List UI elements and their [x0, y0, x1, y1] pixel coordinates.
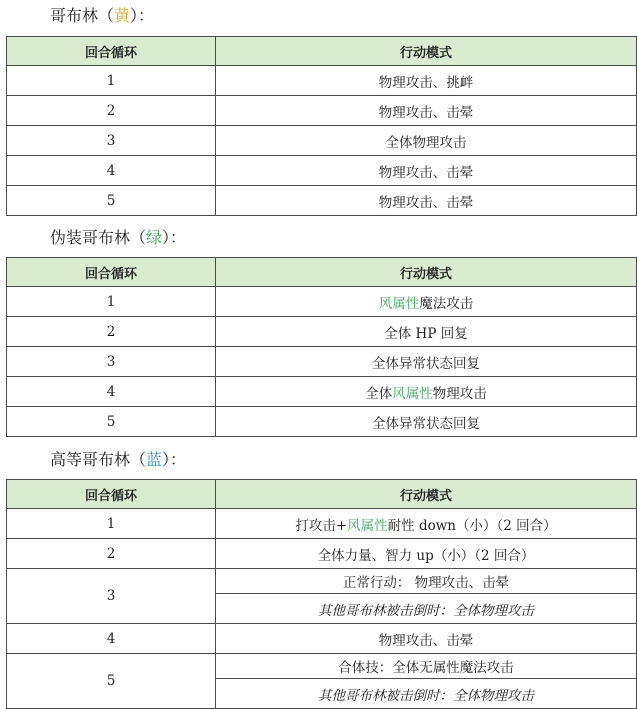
header-round-cycle: 回合循环 — [7, 480, 216, 509]
table-row — [7, 96, 637, 126]
action-cell — [216, 624, 637, 654]
table-row — [7, 377, 637, 407]
action-text: 耐性 down（小）（2 回合） — [387, 517, 557, 534]
section-title-goblin-blue: 高等哥布林（蓝）： — [50, 450, 187, 469]
section-title-goblin-green: 伪装哥布林（绿）： — [50, 228, 187, 247]
action-text: 物理攻击、击晕 — [378, 194, 474, 211]
action-text: 物理攻击、挑衅 — [378, 74, 474, 91]
action-cell-alt: 其他哥布林被击倒时：全体物理攻击 — [216, 594, 637, 624]
round-cell: 1 — [7, 509, 216, 539]
round-cell: 5 — [7, 407, 216, 437]
round-cell: 4 — [7, 156, 216, 186]
round-cell: 3 — [7, 126, 216, 156]
action-cell — [216, 156, 637, 186]
action-cell — [216, 569, 637, 594]
table-row — [7, 126, 637, 156]
round-cell: 1 — [7, 287, 216, 317]
table-row — [7, 317, 637, 347]
action-text: 全体异常状态回复 — [372, 415, 480, 432]
action-cell — [216, 347, 637, 377]
round-cell: 3 — [7, 569, 216, 624]
table-row — [7, 509, 637, 539]
round-cell: 1 — [7, 66, 216, 96]
action-text: 全体 HP 回复 — [384, 325, 468, 342]
round-cell: 2 — [7, 539, 216, 569]
action-text: 打攻击+ — [295, 517, 348, 534]
action-text: 全体力量、智力 up（小）（2 回合） — [317, 547, 535, 564]
action-cell — [216, 509, 637, 539]
header-action-mode: 行动模式 — [216, 258, 637, 287]
action-text: 物理攻击、击晕 — [378, 164, 474, 181]
round-cell: 2 — [7, 96, 216, 126]
action-text: 物理攻击、击晕 — [378, 104, 474, 121]
table-row — [7, 66, 637, 96]
title-color-word: 黄 — [114, 6, 131, 25]
action-cell — [216, 407, 637, 437]
action-cell-alt: 其他哥布林被击倒时：全体物理攻击 — [216, 679, 637, 709]
round-cell: 5 — [7, 186, 216, 216]
table-row — [7, 654, 637, 679]
table-row — [7, 186, 637, 216]
action-cell — [216, 317, 637, 347]
table-goblin-blue — [6, 479, 637, 709]
header-round-cycle: 回合循环 — [7, 258, 216, 287]
table-row — [7, 624, 637, 654]
table-header-row — [7, 258, 637, 287]
section-title-goblin-yellow: 哥布林（黄）： — [50, 6, 155, 25]
action-cell — [216, 654, 637, 679]
wind-attribute-text: 风属性 — [392, 385, 433, 402]
table-row — [7, 407, 637, 437]
action-cell — [216, 126, 637, 156]
action-text: 合体技：全体无属性魔法攻击 — [338, 660, 514, 676]
header-action-mode: 行动模式 — [216, 37, 637, 66]
action-text: 全体 — [365, 385, 393, 402]
action-text: 物理攻击、击晕 — [378, 632, 474, 649]
table-row — [7, 569, 637, 594]
table-goblin-green — [6, 257, 637, 437]
table-header-row — [7, 37, 637, 66]
action-cell — [216, 96, 637, 126]
table-row — [7, 539, 637, 569]
action-text: 物理攻击 — [432, 385, 487, 402]
action-text: 正常行动： 物理攻击、击晕 — [342, 575, 510, 591]
round-cell: 3 — [7, 347, 216, 377]
table-row — [7, 156, 637, 186]
header-round-cycle: 回合循环 — [7, 37, 216, 66]
action-cell — [216, 66, 637, 96]
action-text: 魔法攻击 — [419, 295, 474, 312]
action-text: 全体物理攻击 — [385, 134, 467, 151]
table-row — [7, 287, 637, 317]
action-cell — [216, 539, 637, 569]
table-goblin-yellow — [6, 36, 637, 216]
round-cell: 4 — [7, 377, 216, 407]
table-header-row — [7, 480, 637, 509]
round-cell: 2 — [7, 317, 216, 347]
action-cell — [216, 377, 637, 407]
header-action-mode: 行动模式 — [216, 480, 637, 509]
round-cell: 5 — [7, 654, 216, 709]
table-row — [7, 347, 637, 377]
action-text: 全体异常状态回复 — [372, 355, 480, 372]
wind-attribute-text: 风属性 — [378, 295, 420, 312]
title-color-word: 绿 — [146, 228, 163, 247]
title-color-word: 蓝 — [146, 450, 163, 469]
wind-attribute-text: 风属性 — [347, 517, 388, 534]
action-cell — [216, 287, 637, 317]
round-cell: 4 — [7, 624, 216, 654]
action-cell — [216, 186, 637, 216]
